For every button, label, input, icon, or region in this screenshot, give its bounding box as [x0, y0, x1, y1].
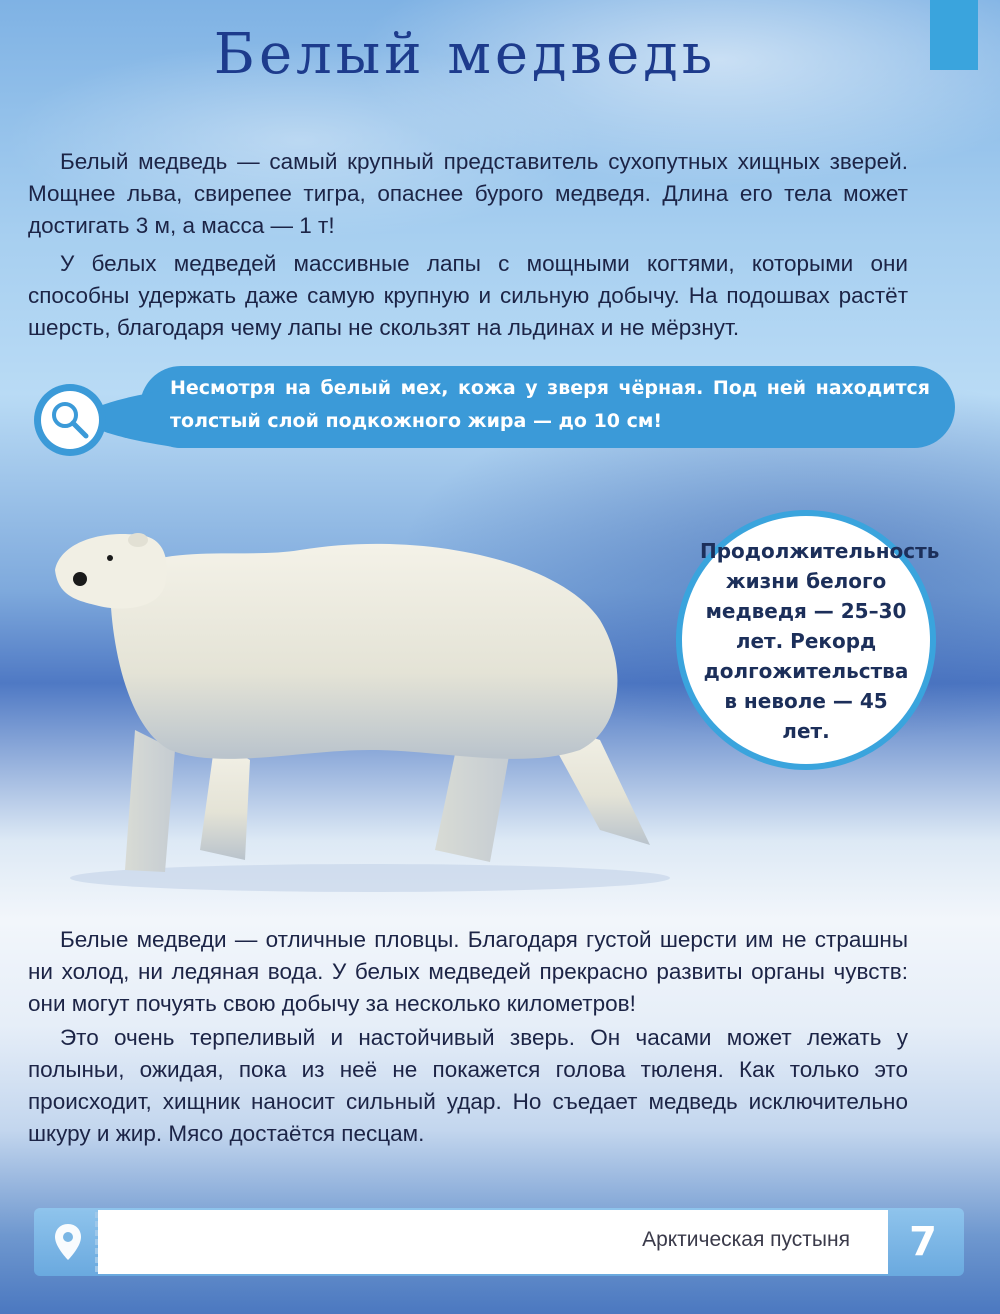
- paragraph-intro: Белый медведь — самый крупный представитель сухопутных хищных зверей. Мощнее льва, свирепее тигра, опаснее бурого медведя. Длина его тела может достигать 3 м, а масса — 1 т!: [28, 149, 908, 238]
- magnifier-icon: [30, 378, 180, 458]
- callout-text: Несмотря на белый мех, кожа у зверя чёрная. Под ней находится толстый слой подкожного жира — до 10 см!: [170, 377, 930, 432]
- section-name: Арктическая пустыня: [642, 1228, 850, 1251]
- page-number: 7: [909, 1219, 937, 1265]
- paragraph-paws: У белых медведей массивные лапы с мощными когтями, которыми они способны удержать даже самую крупную и сильную добычу. На подошвах растёт шерсть, благодаря чему лапы не скользят на льдинах и не мёрзнут.: [28, 251, 908, 340]
- footer-divider: [95, 1212, 98, 1272]
- paragraph-swimming: Белые медведи — отличные пловцы. Благодаря густой шерсти им не страшны ни холод, ни ледяная вода. У белых медведей прекрасно развиты органы чувств: они могут почуять свою добычу за несколько километров!: [28, 927, 908, 1016]
- page-title: Белый медведь: [213, 22, 717, 87]
- polar-bear-photo: [40, 500, 680, 900]
- lifespan-text: Продолжительность жизни белого медведя — 25–30 лет. Рекорд долгожительства в неволе — 45 лет.: [700, 539, 940, 743]
- paragraph-hunting: Это очень терпеливый и настойчивый зверь. Он часами может лежать у полыньи, ожидая, пока из неё не покажется голова тюленя. Как только это происходит, хищник наносит сильный удар. Но съедает медведь исключительно шкуру и жир. Мясо достаётся песцам.: [28, 1025, 908, 1146]
- corner-tab: [930, 0, 978, 70]
- location-pin-icon: [52, 1222, 84, 1262]
